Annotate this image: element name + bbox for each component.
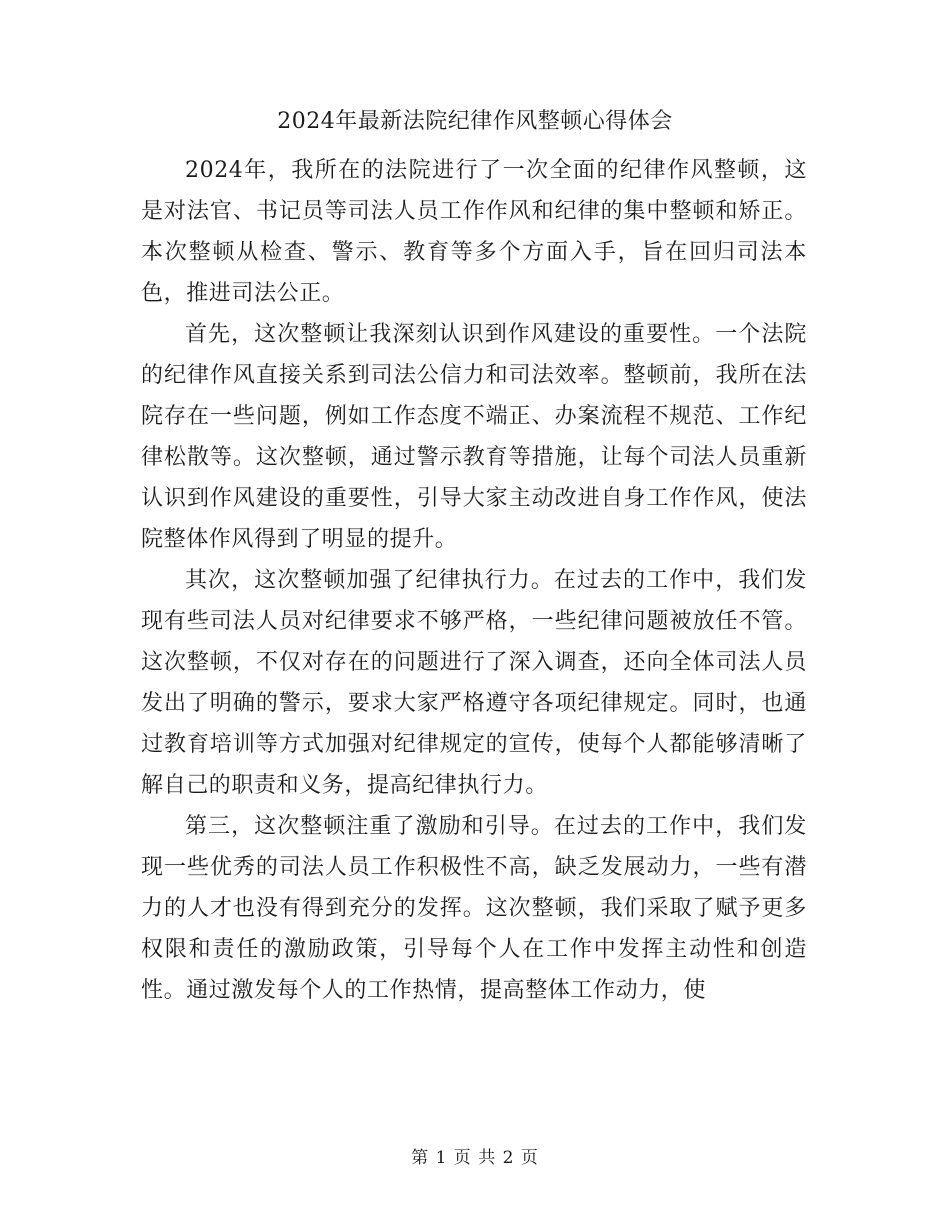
- paragraph-second-point: 其次，这次整顿加强了纪律执行力。在过去的工作中，我们发现有些司法人员对纪律要求不够严格，一些纪律问题被放任不管。这次整顿，不仅对存在的问题进行了深入调查，还向全体司法人员发出了明确的警示，要求大家严格遵守各项纪律规定。同时，也通过教育培训等方式加强对纪律规定的宣传，使每个人都能够清晰了解自己的职责和义务，提高纪律执行力。: [141, 568, 807, 798]
- paragraph-first-point: 首先，这次整顿让我深刻认识到作风建设的重要性。一个法院的纪律作风直接关系到司法公信力和司法效率。整顿前，我所在法院存在一些问题，例如工作态度不端正、办案流程不规范、工作纪律松散等。这次整顿，通过警示教育等措施，让每个司法人员重新认识到作风建设的重要性，引导大家主动改进自身工作作风，使法院整体作风得到了明显的提升。: [141, 322, 807, 552]
- paragraph-third-point: 第三，这次整顿注重了激励和引导。在过去的工作中，我们发现一些优秀的司法人员工作积极性不高，缺乏发展动力，一些有潜力的人才也没有得到充分的发挥。这次整顿，我们采取了赋予更多权限和责任的激励政策，引导每个人在工作中发挥主动性和创造性。通过激发每个人的工作热情，提高整体工作动力，使: [141, 814, 807, 1003]
- page-footer: 第 1 页 共 2 页: [411, 1148, 539, 1168]
- document-title: 2024年最新法院纪律作风整顿心得体会: [277, 109, 673, 134]
- document-body: [141, 150, 807, 1011]
- paragraph-intro: 2024年，我所在的法院进行了一次全面的纪律作风整顿，这是对法官、书记员等司法人员工作作风和纪律的集中整顿和矫正。本次整顿从检查、警示、教育等多个方面入手，旨在回归司法本色，推进司法公正。: [141, 158, 807, 306]
